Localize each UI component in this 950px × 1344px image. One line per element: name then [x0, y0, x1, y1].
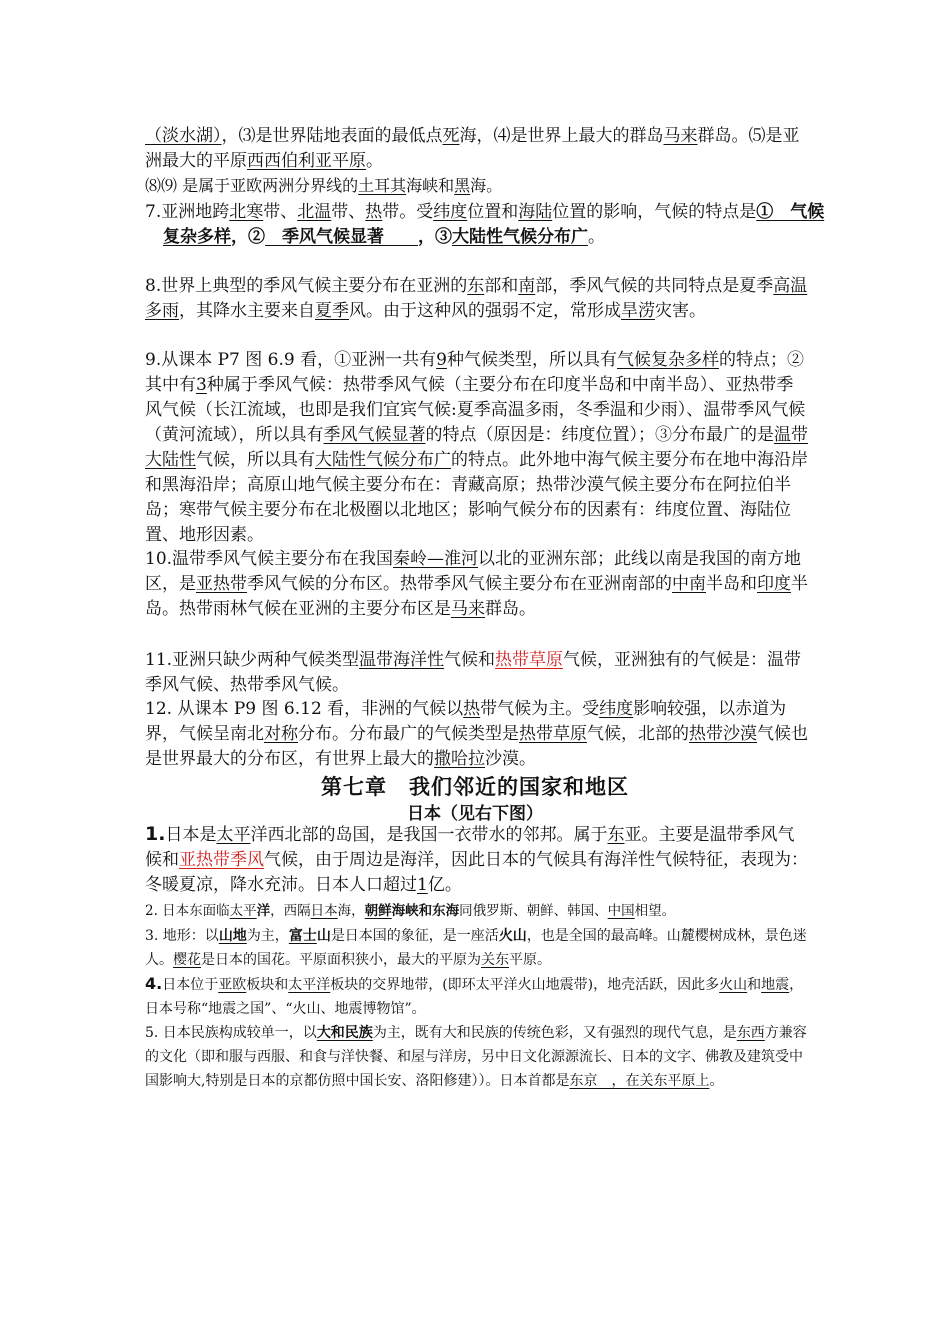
paragraph-10: 10.温带季风气候主要分布在我国秦岭—淮河以北的亚洲东部；此线以南是我国的南方地区，是亚热带季风气候的分布区。热带季风气候主要分布在亚洲南部的中南半岛和印度半岛。热带雨林气候在亚洲的主要分布区是马来群岛。 — [145, 549, 808, 619]
paragraph-11: 11.亚洲只缺少两种气候类型温带海洋性气候和热带草原气候，亚洲独有的气候是：温带季风气候、热带季风气候。 — [145, 650, 802, 695]
paragraph-9: 9.从课本 P7 图 6.9 看，①亚洲一共有9种气候类型，所以具有气候复杂多样的特点；②其中有3种属于季风气候：热带季风气候（主要分布在印度半岛和中南半岛）、亚热带季风气候（长江流域，也即是我们宜宾气候:夏季高温多雨，冬季温和少雨）、温带季风气候（黄河流域），所以具有季风气候显著的特点（原因是：纬度位置）；③分布最广的是温带大陆性气候，所以具有大陆性气候分布广的特点。此外地中海气候主要分布在地中海沿岸和黑海沿岸；高原山地气候主要分布在：青藏高原；热带沙漠气候主要分布在阿拉伯半岛；寒带气候主要分布在北极圈以北地区；影响气候分布的因素有：纬度位置、海陆位置、地形因素。 — [145, 350, 808, 545]
paragraph-8: 8.世界上典型的季风气候主要分布在亚洲的东部和南部，季风气候的共同特点是夏季高温多雨，其降水主要来自夏季风。由于这种风的强弱不定，常形成旱涝灾害。 — [145, 276, 808, 321]
japan-paragraph-4: 4.日本位于亚欧板块和太平洋板块的交界地带，(即环太平洋火山地震带)，地壳活跃，因此多火山和地震，日本号称“地震之国”、“火山、地震博物馆”。 — [145, 974, 804, 1017]
japan-paragraph-3: 3. 地形：以山地为主，富士山是日本国的象征，是一座活火山，也是全国的最高峰。山麓樱树成林，景色迷人。樱花是日本的国花。平原面积狭小，最大的平原为关东平原。 — [145, 928, 807, 968]
japan-paragraph-5: 5. 日本民族构成较单一，以大和民族为主，既有大和民族的传统色彩，又有强烈的现代气息，是东西方兼容的文化（即和服与西服、和食与洋快餐、和屋与洋房，另中日文化源源流长、日本的文字、佛教及建筑受中国影响大,特别是日本的京都仿照中国长安、洛阳修建））。日本首都是东京 ，在关东平原上。 — [145, 1025, 807, 1089]
section-title: 日本（见右下图） — [407, 804, 543, 824]
paragraph-7: 7.亚洲地跨北寒带、北温带、热带。受纬度位置和海陆位置的影响，气候的特点是① 气候复杂多样，② 季风气候显著 ，③大陆性气候分布广。 — [145, 202, 825, 247]
chapter-title: 第七章 我们邻近的国家和地区 — [321, 775, 629, 799]
paragraph-lakes: （淡水湖），⑶是世界陆地表面的最低点死海，⑷是世界上最大的群岛马来群岛。⑸是亚洲最大的平原西西伯利亚平原。 — [145, 126, 800, 171]
japan-paragraph-2: 2. 日本东面临太平洋，西隔日本海，朝鲜海峡和东海同俄罗斯、朝鲜、韩国、中国相望。 — [145, 903, 676, 919]
paragraph-boundary: ⑻⑼ 是属于亚欧两洲分界线的土耳其海峡和黑海。 — [145, 176, 503, 195]
japan-paragraph-1: 1.日本是太平洋西北部的岛国，是我国一衣带水的邻邦。属于东亚。主要是温带季风气候和亚热带季风气候，由于周边是海洋，因此日本的气候具有海洋性气候特征，表现为：冬暖夏凉，降水充沛。日本人口超过1亿。 — [145, 823, 808, 895]
paragraph-12: 12. 从课本 P9 图 6.12 看，非洲的气候以热带气候为主。受纬度影响较强，以赤道为界，气候呈南北对称分布。分布最广的气候类型是热带草原气候，北部的热带沙漠气候也是世界最大的分布区，有世界上最大的撒哈拉沙漠。 — [145, 699, 808, 769]
